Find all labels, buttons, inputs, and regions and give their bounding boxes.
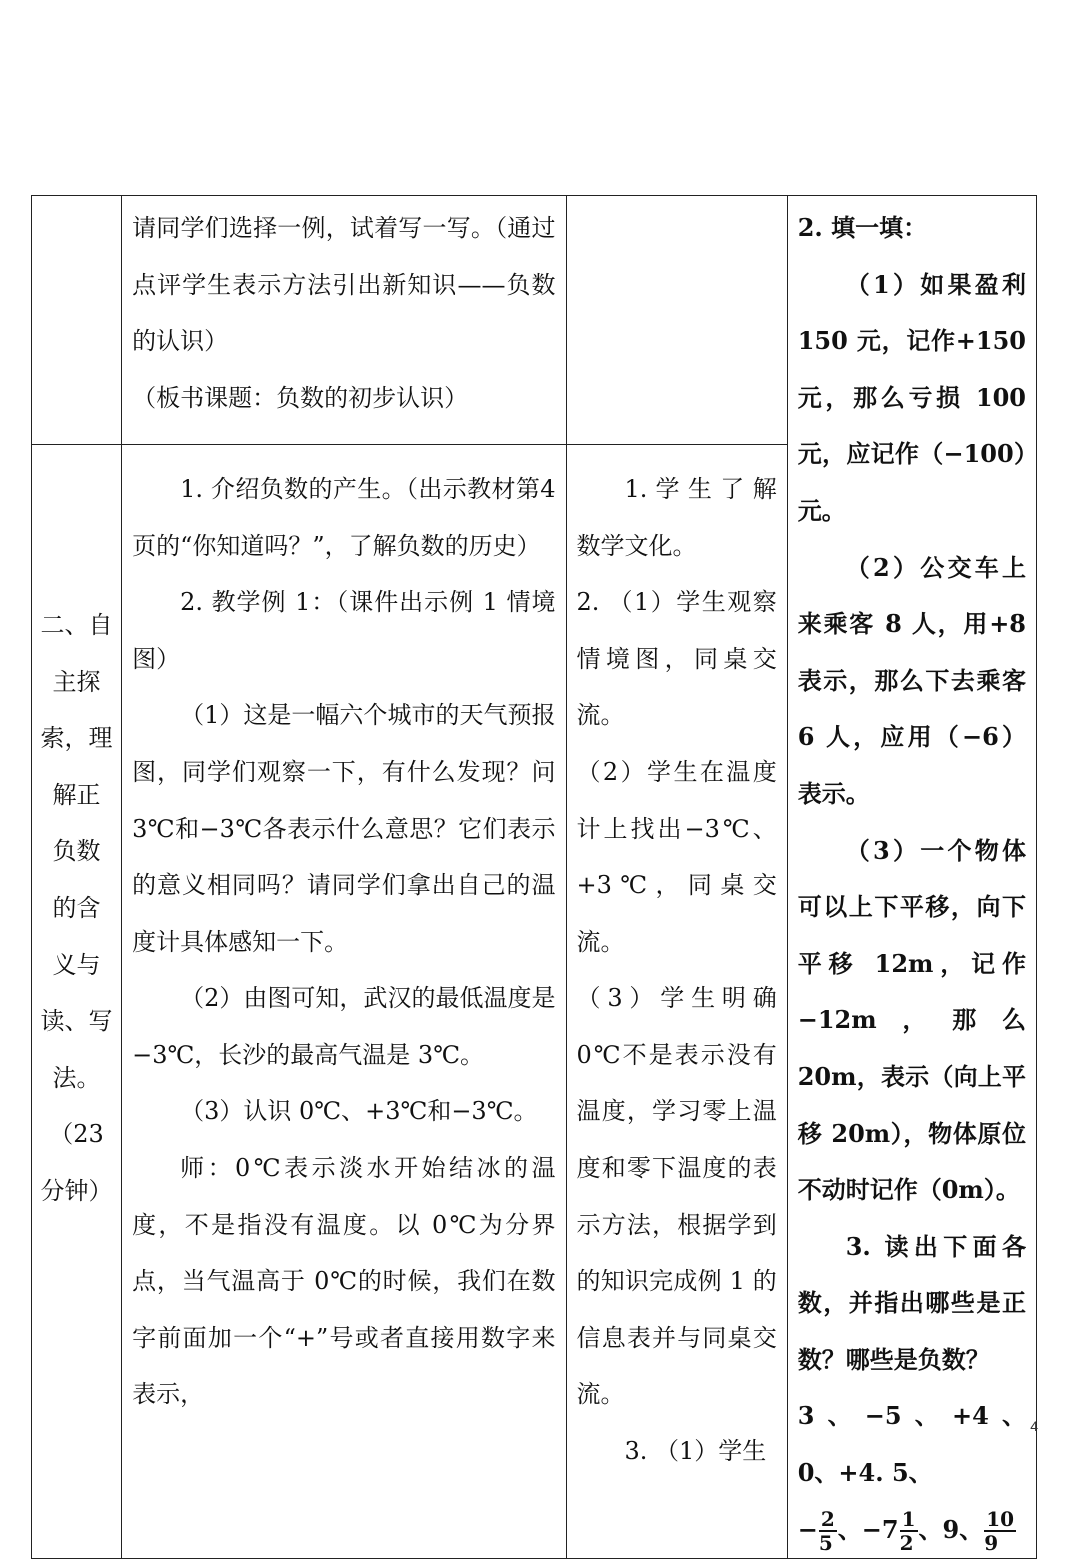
student-paragraph: （2）学生在温度计上找出−3℃、+3℃，同桌交流。 bbox=[576, 757, 777, 956]
teacher-paragraph: 请同学们选择一例，试着写一写。（通过点评学生表示方法引出新知识——负数的认识） bbox=[132, 214, 556, 356]
exercise-title: 2. 填一填： bbox=[797, 213, 928, 242]
exercise-question: （1）如果盈利 150 元，记作+150 元，那么亏损 100 元，应记作（−100）元。 bbox=[797, 269, 1026, 525]
exercise-question: 3. 读出下面各数，并指出哪些是正数？哪些是负数？ bbox=[797, 1231, 1026, 1374]
fraction-one-half: $\frac{1}{2}$ bbox=[899, 1507, 916, 1556]
student-activity-cell-empty bbox=[566, 196, 787, 445]
lesson-plan-table bbox=[31, 195, 1037, 1559]
stage-cell-empty bbox=[32, 196, 122, 445]
teacher-activity-cell bbox=[122, 196, 566, 445]
teacher-paragraph: （1）这是一幅六个城市的天气预报图，同学们观察一下，有什么发现？问 3℃和−3℃各表示什么意思？它们表示的意义相同吗？请同学们拿出自己的温度计具体感知一下。 bbox=[132, 701, 556, 956]
stage-cell bbox=[32, 444, 122, 1558]
exercise-question: （2）公交车上来乘客 8 人，用+8 表示，那么下去乘客 6 人，应用（−6）表示。 bbox=[797, 552, 1026, 808]
teacher-paragraph: 师：0℃表示淡水开始结冰的温度，不是指没有温度。以 0℃为分界点，当气温高于 0℃的时候，我们在数字前面加一个“+”号或者直接用数字来表示， bbox=[132, 1154, 556, 1409]
minus-sign: − bbox=[797, 1514, 818, 1544]
teacher-paragraph: （板书课题：负数的初步认识） bbox=[132, 383, 469, 412]
exercise-question: （3）一个物体可以上下平移，向下平移 12m，记作−12m，那么 20m，表示（向上平移 20m），物体原位不动时记作（0m）。 bbox=[797, 835, 1026, 1205]
student-paragraph: 3. （1）学生 bbox=[624, 1437, 767, 1466]
number-list: 3、−5、+4、0、+4. 5、 bbox=[797, 1401, 1026, 1488]
fraction-list bbox=[798, 1502, 1026, 1559]
student-paragraph: 2. （1）学生观察情境图，同桌交流。 bbox=[576, 588, 777, 730]
separator: 、−7 bbox=[837, 1514, 899, 1544]
teacher-paragraph: （2）由图可知，武汉的最低温度是−3℃，长沙的最高气温是 3℃。 bbox=[132, 984, 556, 1069]
teacher-paragraph: 1. 介绍负数的产生。（出示教材第4页的“你知道吗？”，了解负数的历史） bbox=[132, 474, 556, 560]
stage-label: 二、自 主探 索，理 解正 负数 的含 义与 读、写 法。 （23 分钟） bbox=[40, 610, 113, 1205]
student-paragraph: （3）学生明确 0℃不是表示没有温度，学习零上温度和零下温度的表示方法，根据学到的知识完成例 1 的信息表并与同桌交流。 bbox=[576, 984, 777, 1409]
table-row bbox=[32, 196, 1037, 445]
separator: 、9、 bbox=[918, 1514, 984, 1544]
teacher-paragraph: 2. 教学例 1：（课件出示例 1 情境图） bbox=[132, 588, 556, 673]
student-paragraph: 1. 学 生 了 解 数学文化。 bbox=[576, 474, 777, 560]
student-activity-cell bbox=[566, 444, 787, 1558]
fraction-two-fifths: $\frac{2}{5}$ bbox=[818, 1507, 835, 1556]
exercise-cell bbox=[787, 196, 1036, 1559]
teacher-activity-cell bbox=[122, 444, 566, 1558]
fraction-ten-ninths: $\frac{10}{9}$ bbox=[984, 1507, 1015, 1556]
teacher-paragraph: （3）认识 0℃、+3℃和−3℃。 bbox=[180, 1097, 538, 1126]
page-number: 4 bbox=[1030, 1418, 1038, 1434]
